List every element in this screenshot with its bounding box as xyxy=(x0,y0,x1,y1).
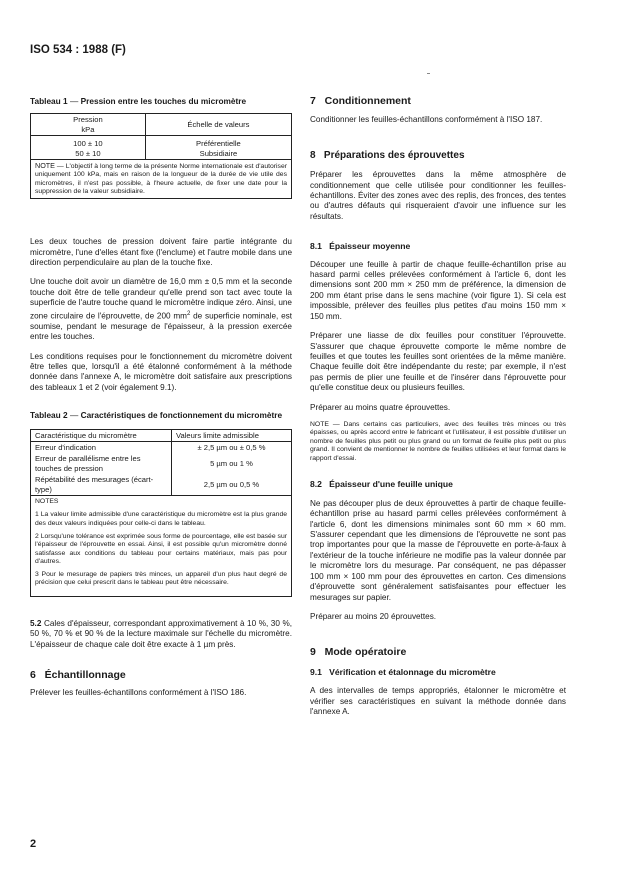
table2-note: 1 La valeur limite admissible d'une caractéristique du micromètre est la plus grande des deux valeurs indiquées pour celle-ci dans le tableau. xyxy=(35,511,287,527)
paragraph: Une touche doit avoir un diamètre de 16,0 mm ± 0,5 mm et la seconde touche doit être de telle grandeur qu'elle prend son tact avec toute la superficie de l'autre touche quand le micromètre indique zéro. Ainsi, une zone circulaire de l'éprouvette, de 200 $mm^2$ de superficie nominale, est soumise, pendant le mesurage de l'épaisseur, à la pression exercée entre les touches. xyxy=(30,277,292,342)
table1-caption: Tableau 1 — Pression entre les touches du micromètre xyxy=(30,96,247,106)
table2 xyxy=(30,429,292,597)
table-row: Répétabilité des mesurages (écart-type) 2,5 µm ou 0,5 % xyxy=(31,474,292,495)
paragraph: Les conditions requises pour le fonctionnement du micromètre doivent être telles que, lorsqu'il a été étalonné conformément à la méthode donnée dans l'annexe A, le micromètre doit satisfaire aux prescriptions des tableaux 1 et 2 (voir également 9.1). xyxy=(30,351,292,392)
paragraph: Ne pas découper plus de deux éprouvettes à partir de chaque feuille-échantillon prise au hasard parmi celles prélevées conformément à l'article 6, dont les dimensions minimales sont 60 mm × 60 mm. S'assurer cependant que les dimensions de l'éprouvette ne sont pas trop importantes pour que la masse de l'éprouvette en porte-à-faux à l'extérieur de la touche inférieure ne modifie pas la valeur donnée par le micromètre lors du mesurage. Par conséquent, ne pas dépasser 100 mm × 100 mm pour des éprouvettes en carton. Ces dimensions d'éprouvette sont généralement satisfaisantes pour effectuer les mesurages sur papier. xyxy=(310,498,566,602)
document-header: ISO 534 : 1988 (F) xyxy=(30,44,126,56)
page-number: 2 xyxy=(30,838,37,850)
table-row: 100 ± 10 50 ± 10 Préférentielle Subsidiaire xyxy=(31,136,292,160)
paragraph: Préparer les éprouvettes dans la même atmosphère de conditionnement que celle utilisée pour conditionner les feuilles-échantillons. Éviter des zones avec des replis, des fronces, des tentes ou d'autres défauts qui risqueraient d'avoir une influence sur les résultats. xyxy=(310,170,566,221)
paragraph: Préparer une liasse de dix feuilles pour constituer l'éprouvette. S'assurer que chaque éprouvette comporte le même nombre de feuilles et que toutes les feuilles sont orientées de la même manière. Chaque feuille doit être indépendante du reste; par exemple, il n'est pas permis de plier une feuille et de l'insérer dans l'éprouvette pour qu'elle constitue deux ou plusieurs feuilles. xyxy=(310,331,566,393)
section-7-heading: 7 Conditionnement xyxy=(310,95,411,107)
table2-note: 2 Lorsqu'une tolérance est exprimée sous forme de pourcentage, elle est basée sur l'épaisseur de l'éprouvette en essai. Ainsi, il est possible qu'un micromètre donné satisfasse aux conditions du tableau pour certains matériaux, mais pas pour d'autres. xyxy=(35,532,287,565)
table2-caption: Tableau 2 — Caractéristiques de fonctionnement du micromètre xyxy=(30,410,283,421)
paragraph: A des intervalles de temps appropriés, étalonner le micromètre et vérifier ses caractéristiques en suivant la méthode donnée dans l'annexe A. xyxy=(310,686,566,716)
section-8-1-heading: 8.1 Épaisseur moyenne xyxy=(310,241,411,252)
section-9-heading: 9 Mode opératoire xyxy=(310,646,407,659)
paragraph: Conditionner les feuilles-échantillons conformément à l'ISO 187. xyxy=(310,115,543,125)
table-row: Erreur d'indication ± 2,5 µm ou ± 0,5 % xyxy=(31,442,292,454)
section-6-heading: 6 Échantillonnage xyxy=(30,668,126,681)
right-column xyxy=(310,96,566,717)
table1-col-scale: Échelle de valeurs xyxy=(145,114,291,136)
paragraph: Préparer au moins 20 éprouvettes. xyxy=(310,611,437,621)
scan-speck xyxy=(427,73,430,74)
note: NOTE — Dans certains cas particuliers, avec des feuilles très minces ou très épaisses, ou après accord entre le fabricant et l'utilisateur, il est possible d'utiliser un nombre de feuilles plus petit ou plus grand ou un format de feuille plus petit ou plus grand. Il convient de mentionner le nombre de feuilles utilisées et leur format dans le rapport d'essai. xyxy=(310,420,566,462)
table2-notes-row: NOTES 1 La valeur limite admissible d'une caractéristique du micromètre est la plus grande des deux valeurs indiquées pour celle-ci dans le tableau. 2 Lorsqu'une tolérance est exprimée sous forme de pourcentage, elle est basée sur l'épaisseur de l'éprouvette en essai. Ainsi, il est possible qu'un micromètre donné satisfasse aux conditions du tableau pour certains matériaux, mais pas pour d'autres. 3 Pour le mesurage de papiers très minces, un appareil d'un plus haut degré de précision que celui prescrit dans le tableau peut être nécessaire. xyxy=(31,496,292,597)
table1-header-row xyxy=(31,114,292,136)
paragraph: Découper une feuille à partir de chaque feuille-échantillon prise au hasard parmi celles prélevées conformément à l'article 6, dont les dimensions sont 200 mm × 250 mm de préférence, la dimension de 200 mm étant prise dans le sens machine (voir figure 1). Si cela est impossible, prélever des feuilles plus petites d'au moins 150 mm × 150 mm. xyxy=(310,259,566,321)
table1 xyxy=(30,113,292,199)
section-8-2-heading: 8.2 Épaisseur d'une feuille unique xyxy=(310,479,453,490)
paragraph: Prélever les feuilles-échantillons conformément à l'ISO 186. xyxy=(30,688,247,698)
table-row: Erreur de parallélisme entre les touches de pression 5 µm ou 1 % xyxy=(31,453,292,474)
section-5-2: 5.2 Cales d'épaisseur, correspondant approximativement à 10 %, 30 %, 50 %, 70 % et 90 % de la lecture maximale sur l'échelle du micromètre. L'épaisseur de chaque cale doit être exacte à 1 µm près. xyxy=(30,618,292,649)
table2-note: 3 Pour le mesurage de papiers très minces, un appareil d'un plus haut degré de précision que celui prescrit dans le tableau peut être nécessaire. xyxy=(35,571,287,587)
section-9-1-heading: 9.1 Vérification et étalonnage du micromètre xyxy=(310,666,496,677)
paragraph: Les deux touches de pression doivent faire partie intégrante du micromètre, l'une d'elles étant fixe (l'enclume) et l'autre mobile dans une direction perpendiculaire au plan de la touche fixe. xyxy=(30,237,292,268)
table2-header-row: Caractéristique du micromètre Valeurs limite admissible xyxy=(31,429,292,441)
paragraph: Préparer au moins quatre éprouvettes. xyxy=(310,402,451,412)
table1-col-pressure: Pression kPa xyxy=(31,114,146,136)
left-column xyxy=(30,96,292,699)
section-8-heading: 8 Préparations des éprouvettes xyxy=(310,149,465,161)
table1-note-row: NOTE — L'objectif à long terme de la présente Norme internationale est d'autoriser uniquement 100 kPa, mais en raison de la longueur de la durée de vie utile des micromètres, il n'est pas possible, à l'heure actuelle, de fixer une date pour la suppression de la valeur subsidiaire. xyxy=(31,160,292,199)
